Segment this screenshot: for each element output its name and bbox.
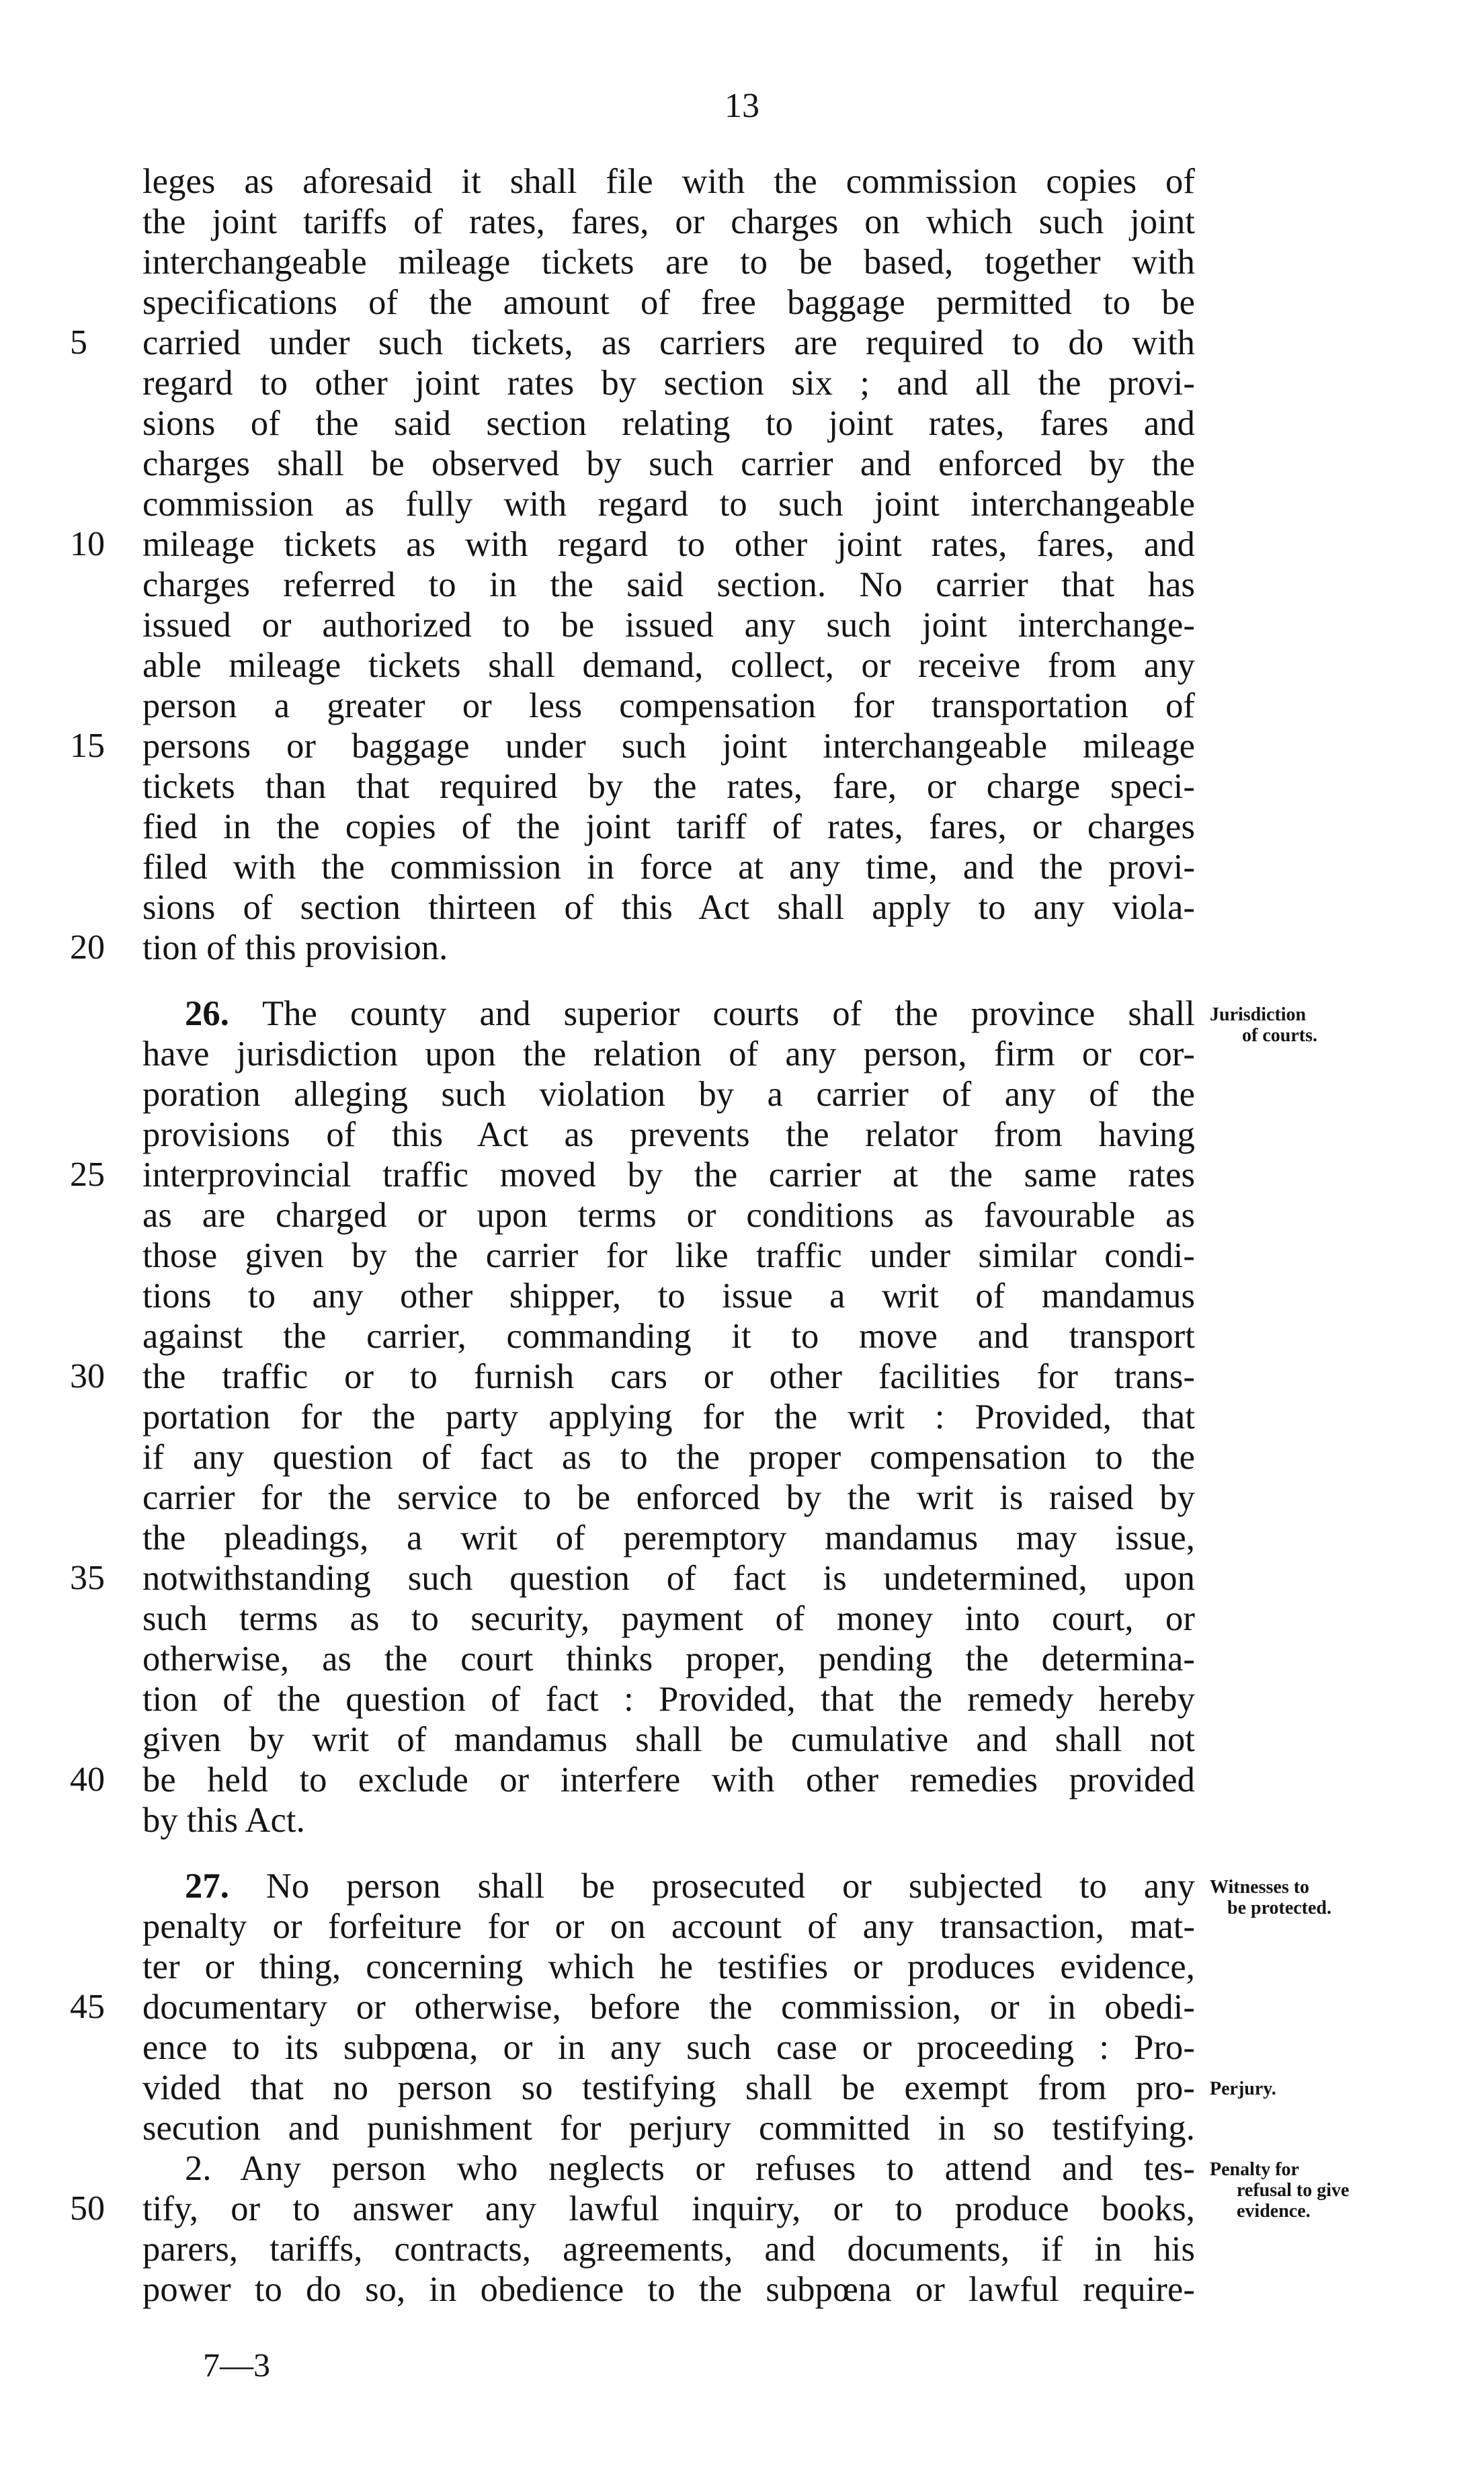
text-line: mileage tickets as with regard to other joint rates, fares, and	[142, 525, 1195, 564]
text-line: sions of section thirteen of this Act shall apply to any viola-	[142, 888, 1195, 927]
margin-note-jurisdiction	[1210, 1004, 1385, 1046]
text-line: as are charged or upon terms or conditions as favourable as	[142, 1196, 1195, 1235]
text-line: interchangeable mileage tickets are to be based, together with	[142, 243, 1195, 282]
text-line: issued or authorized to be issued any such joint interchange-	[142, 606, 1195, 645]
text-line: commission as fully with regard to such joint interchangeable	[142, 485, 1195, 524]
text-line: against the carrier, commanding it to move and transport	[142, 1317, 1195, 1356]
text-line: leges as aforesaid it shall file with the commission copies of	[142, 162, 1195, 201]
section-text: The county and superior courts of the province shall	[261, 994, 1195, 1033]
margin-note-line: evidence.	[1237, 2201, 1311, 2222]
text-line: charges referred to in the said section. No carrier that has	[142, 565, 1195, 604]
text-line: carried under such tickets, as carriers are required to do with	[142, 323, 1195, 362]
text-line: parers, tariffs, contracts, agreements, and documents, if in his	[142, 2230, 1195, 2269]
text-line: filed with the commission in force at any time, and the provi-	[142, 848, 1195, 887]
text-line: charges shall be observed by such carrier and enforced by the	[142, 444, 1195, 483]
text-line: the pleadings, a writ of peremptory mandamus may issue,	[142, 1518, 1195, 1557]
text-line: documentary or otherwise, before the commission, or in obedi-	[142, 1988, 1195, 2027]
text-line: poration alleging such violation by a carrier of any of the	[142, 1075, 1195, 1114]
line-number: 25	[70, 1156, 105, 1194]
text-line	[185, 994, 1195, 1034]
margin-note-line: Witnesses to	[1210, 1877, 1310, 1898]
text-line: be held to exclude or interfere with other remedies provided	[142, 1760, 1195, 1799]
text-line: provisions of this Act as prevents the relator from having	[142, 1115, 1195, 1154]
text-line: 2. Any person who neglects or refuses to attend and tes-	[185, 2149, 1195, 2188]
margin-note-witnesses	[1210, 1877, 1385, 1918]
section-text: No person shall be prosecuted or subjected to any	[265, 1867, 1195, 1906]
page-number: 13	[725, 87, 759, 125]
text-line: secution and punishment for perjury committed in so testifying.	[142, 2109, 1195, 2148]
text-line: specifications of the amount of free baggage permitted to be	[142, 283, 1195, 322]
margin-note-perjury	[1210, 2078, 1385, 2099]
signature-mark: 7—3	[203, 2346, 270, 2384]
margin-note-line: Jurisdiction	[1210, 1004, 1307, 1025]
margin-note-penalty	[1210, 2159, 1385, 2222]
text-line: ence to its subpœna, or in any such case or proceeding : Pro-	[142, 2028, 1195, 2067]
margin-note-line: Perjury.	[1210, 2078, 1276, 2099]
section-number: 27.	[185, 1867, 229, 1906]
text-line: power to do so, in obedience to the subpœna or lawful require-	[142, 2270, 1195, 2309]
margin-note-line: be protected.	[1227, 1898, 1331, 1918]
text-line: such terms as to security, payment of money into court, or	[142, 1599, 1195, 1638]
margin-note-line: Penalty for	[1210, 2159, 1299, 2180]
text-line: penalty or forfeiture for or on account of any transaction, mat-	[142, 1907, 1195, 1946]
line-number: 20	[70, 928, 105, 967]
line-number: 35	[70, 1559, 105, 1597]
text-line: persons or baggage under such joint interchangeable mileage	[142, 727, 1195, 766]
text-line: the traffic or to furnish cars or other facilities for trans-	[142, 1357, 1195, 1396]
text-line: vided that no person so testifying shall be exempt from pro-	[142, 2068, 1195, 2107]
text-line: if any question of fact as to the proper compensation to the	[142, 1438, 1195, 1477]
line-number: 5	[70, 323, 87, 362]
line-number: 50	[70, 2189, 105, 2228]
line-number: 10	[70, 525, 105, 563]
text-line: those given by the carrier for like traffic under similar condi-	[142, 1236, 1195, 1275]
text-line: interprovincial traffic moved by the carrier at the same rates	[142, 1156, 1195, 1194]
text-line: the joint tariffs of rates, fares, or charges on which such joint	[142, 202, 1195, 241]
text-line: by this Act.	[142, 1801, 305, 1840]
line-number: 30	[70, 1357, 105, 1395]
text-line: sions of the said section relating to joint rates, fares and	[142, 404, 1195, 443]
text-line: tify, or to answer any lawful inquiry, or to produce books,	[142, 2189, 1195, 2228]
text-line: tion of the question of fact : Provided, that the remedy hereby	[142, 1680, 1195, 1719]
text-line: otherwise, as the court thinks proper, pending the determina-	[142, 1639, 1195, 1678]
line-number: 40	[70, 1760, 105, 1799]
text-line: have jurisdiction upon the relation of any person, firm or cor-	[142, 1035, 1195, 1074]
text-line	[185, 1866, 1195, 1906]
margin-note-line: of courts.	[1242, 1025, 1317, 1046]
section-number: 26.	[185, 994, 229, 1033]
text-line: tickets than that required by the rates, fare, or charge speci-	[142, 767, 1195, 806]
text-line: portation for the party applying for the writ : Provided, that	[142, 1397, 1195, 1436]
text-line: tion of this provision.	[142, 928, 448, 967]
text-line: regard to other joint rates by section six ; and all the provi-	[142, 364, 1195, 403]
text-line: tions to any other shipper, to issue a writ of mandamus	[142, 1277, 1195, 1315]
margin-note-line: refusal to give	[1237, 2180, 1350, 2201]
text-line: given by writ of mandamus shall be cumulative and shall not	[142, 1720, 1195, 1759]
line-number: 15	[70, 727, 105, 765]
text-line: ter or thing, concerning which he testifies or produces evidence,	[142, 1947, 1195, 1986]
text-line: fied in the copies of the joint tariff of rates, fares, or charges	[142, 807, 1195, 846]
text-line: notwithstanding such question of fact is undetermined, upon	[142, 1559, 1195, 1598]
text-line: carrier for the service to be enforced by the writ is raised by	[142, 1478, 1195, 1517]
line-number: 45	[70, 1988, 105, 2026]
text-line: able mileage tickets shall demand, collect, or receive from any	[142, 646, 1195, 685]
text-line: person a greater or less compensation for transportation of	[142, 686, 1195, 725]
